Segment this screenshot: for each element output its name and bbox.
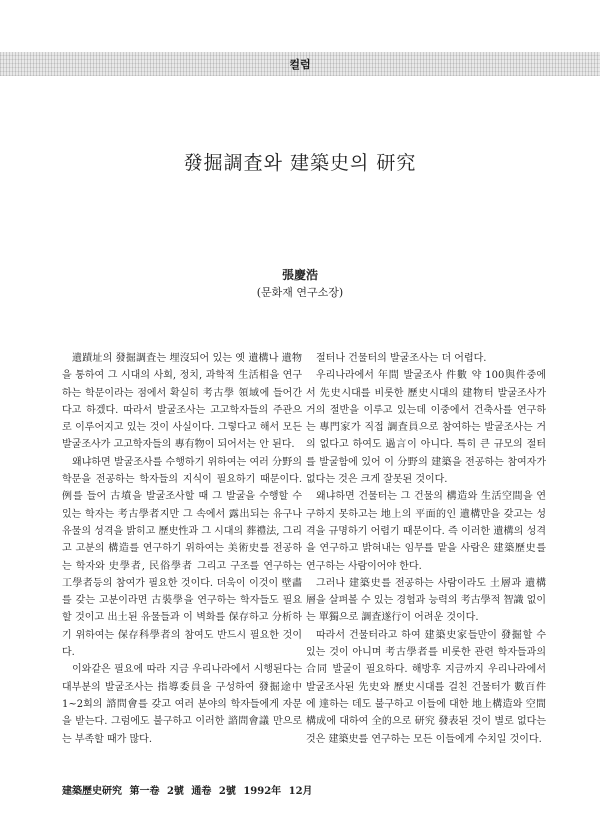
paragraph: 따라서 건물터라고 하여 建築史家들만이 發掘할 수 있는 것이 아니며 考古學者를 비롯한 관련 학자들과의 合同 발굴이 필요하다. 해방후 지금까지 우리나라에서 발굴조사된 先史와 歷史시대를 걸친 건물터가 數百件에 達하는 데도 불구하고 이들에 대한 地上構造와 空間構成에 대하여 全的으로 研究 發表된 것이 별로 없다는 것은 建築史를 연구하는 모든 이들에게 수치일 것이다. bbox=[306, 629, 546, 745]
paragraph: 왜냐하면 발굴조사를 수행하기 위하여는 여러 分野의 학문을 전공하는 학자들의 지식이 필요하기 때문이다. 例를 들어 古墳을 발굴조사할 때 그 발굴을 수행할 수 있는 학자는 考古學者지만 그 속에서 露出되는 유구나 유물의 성격을 밝히고 歷史性과 그 시대의 葬禮法, 그리고 고분의 構造를 연구하기 위하여는 美術史를 전공하는 학자와 史學者, 民俗學者 그리고 구조를 연구하는 工學者등의 참여가 필요한 것이다. 더욱이 이것이 壁畵를 갖는 고분이라면 古裝學을 연구하는 학자들도 필요할 것이고 出土된 유물들과 이 벽화를 保存하고 分析하기 위하여는 保存科學者의 참여도 반드시 필요한 것이다. bbox=[62, 456, 302, 659]
journal-citation: 建築歷史研究 第一卷 2號 通卷 2號 1992年 12月 bbox=[62, 786, 313, 797]
section-label: 컬럼 bbox=[289, 58, 311, 71]
paragraph: 遺蹟址의 發掘調査는 埋沒되어 있는 옛 遺構나 遺物을 통하여 그 시대의 사회, 정치, 과학적 生活相을 연구하는 학문이라는 점에서 확실히 考古學 領域에 들어간다고 하겠다. 따라서 발굴조사는 고고학자들의 주관으로 이루어지고 있는 것이 사실이다. 그렇다고 해서 모든 발굴조사가 고고학자들의 專有物이 되어서는 안 된다. bbox=[62, 353, 302, 451]
author-affiliation: (문화재 연구소장) bbox=[256, 286, 344, 299]
paragraph: 왜냐하면 건물터는 그 건물의 構造와 生活空間을 연구하지 못하고는 地上의 平面的인 遺構만을 갖고는 성격을 규명하기 어렵기 때문이다. 즉 이러한 遺構의 성격을 연구하고 밝혀내는 임무를 맡을 사람은 建築歷史를 연구하는 사람이어야 한다. bbox=[306, 491, 546, 572]
paragraph: 그러나 建築史를 전공하는 사람이라도 土層과 遺構層을 살펴볼 수 있는 경험과 능력의 考古學적 智識 없이는 單獨으로 調査遂行이 어려운 것이다. bbox=[306, 577, 546, 624]
paragraph: 우리나라에서 年間 발굴조사 件數 약 100與件중에서 先史시대를 비롯한 歷史시대의 建物터 발굴조사가 거의 절반을 이루고 있는데 이중에서 건축사를 연구하는 專門家가 직접 調査員으로 참여하는 발굴조사는 거의 없다고 하여도 過言이 아니다. 특히 큰 규모의 절터를 발굴함에 있어 이 分野의 建築을 전공하는 참여자가 없다는 것은 크게 잘못된 것이다. bbox=[306, 370, 546, 486]
paragraph: 절터나 건물터의 발굴조사는 더 어렵다. bbox=[316, 353, 487, 364]
left-column bbox=[62, 350, 302, 748]
article-title: 發掘調査와 建築史의 研究 bbox=[183, 152, 417, 174]
author-name: 張慶浩 bbox=[281, 268, 318, 282]
right-column bbox=[306, 350, 546, 748]
paragraph: 이와같은 필요에 따라 지금 우리나라에서 시행된다는 대부분의 발굴조사는 指導委員을 구성하여 發掘途中 1~2회의 諮問會를 갖고 여러 분야의 학자들에게 자문을 받는다. 그럼에도 불구하고 이러한 諮問會議 만으로는 부족할 때가 많다. bbox=[62, 664, 302, 745]
